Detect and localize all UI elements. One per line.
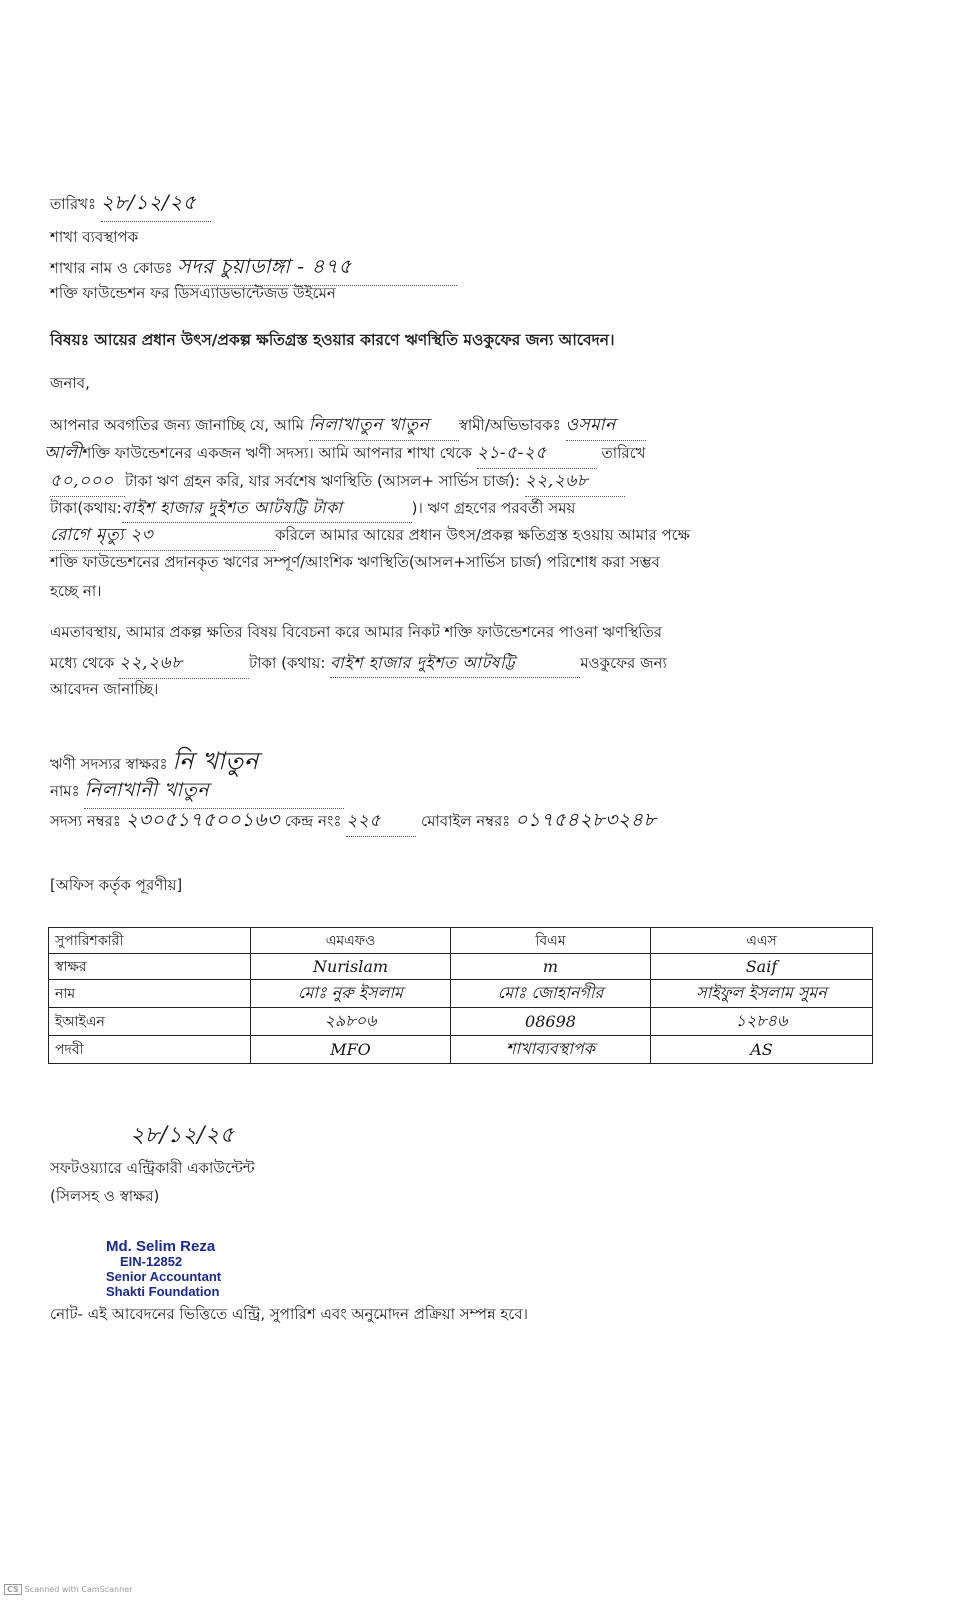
- camscanner-icon: CS: [4, 1584, 22, 1595]
- table-header: বিএম: [451, 928, 651, 954]
- body-line-2: [44, 440, 646, 469]
- accountant-stamp: [106, 1239, 221, 1299]
- table-row: [49, 954, 873, 980]
- body-line-3: [50, 468, 625, 497]
- applicant-ids-line: [50, 806, 656, 838]
- applicant-signature: নি খাতুন: [172, 747, 259, 775]
- row-label: পদবী: [49, 1036, 251, 1064]
- center-number: ২২৫: [346, 808, 416, 837]
- table-cell: ১২৮৪৬: [651, 1008, 873, 1036]
- applicant-name-line: [50, 776, 344, 809]
- table-row: [49, 1008, 873, 1036]
- body-line-6: শক্তি ফাউন্ডেশনের প্রদানকৃত ঋণের সম্পূর্ণ/আংশিক ঋণস্থিতি(আসল+সার্ভিস চার্জ) পরিশোধ করা সম্ভব: [50, 553, 660, 571]
- body-text: শক্তি ফাউন্ডেশনের একজন ঋণী সদস্য। আমি আপনার শাখা থেকে: [82, 444, 472, 462]
- table-cell: Nurislam: [251, 954, 451, 980]
- waiver-amount-fill: ২২,২৬৮: [119, 650, 249, 679]
- table-cell: MFO: [251, 1036, 451, 1064]
- branch-value: সদর চুয়াডাঙ্গা - ৪৭৫: [177, 252, 457, 286]
- loan-amount-fill: ৫০,০০০: [50, 468, 125, 497]
- stamp-title: Senior Accountant: [106, 1269, 222, 1284]
- body-text: তারিখে: [601, 444, 646, 462]
- name-label: নামঃ: [50, 782, 80, 800]
- body-line-8: এমতাবস্থায়, আমার প্রকল্প ক্ষতির বিষয় বিবেচনা করে আমার নিকট শক্তি ফাউন্ডেশনের পাওনা ঋণস্থিতির: [50, 623, 663, 641]
- office-caption: [অফিস কর্তৃক পূরণীয়]: [50, 876, 183, 894]
- body-text: মওকুফের জন্য: [580, 654, 667, 672]
- date-label: তারিখঃ: [50, 195, 96, 213]
- salutation: জনাব,: [50, 374, 90, 392]
- body-line-5: [50, 522, 690, 551]
- applicant-name-fill: নিলাখাতুন খাতুন: [309, 412, 459, 441]
- office-header-row: [49, 928, 873, 954]
- branch-label: শাখার নাম ও কোডঃ: [50, 259, 173, 277]
- accountant-note: (সিলসহ ও স্বাক্ষর): [50, 1187, 160, 1205]
- body-line-4: [50, 495, 575, 523]
- guardian-fill: ওসমান: [566, 412, 646, 441]
- body-text: টাকা(কথায়:: [50, 499, 122, 517]
- table-cell: AS: [651, 1036, 873, 1064]
- body-line-1: [50, 412, 646, 441]
- body-line-10: আবেদন জানাচ্ছি।: [50, 680, 159, 698]
- stamp-ein: EIN-12852: [120, 1254, 183, 1269]
- cause-fill: রোগে মৃত্যু ২৩: [50, 522, 275, 551]
- date-line: [50, 188, 211, 222]
- table-cell: মোঃ জোহানগীর: [451, 980, 651, 1008]
- mobile-number: ০১৭৫৪২৮৩২৪৮: [515, 809, 657, 831]
- member-number: ২৩০৫১৭৫০০১৬৩: [125, 809, 280, 831]
- loan-date-fill: ২১-৫-২৫: [477, 440, 597, 469]
- stamp-org: Shakti Foundation: [106, 1284, 220, 1299]
- member-label: সদস্য নম্বরঃ: [50, 812, 121, 830]
- scanner-text: Scanned with CamScanner: [24, 1585, 133, 1594]
- table-cell: মোঃ নুরু ইসলাম: [251, 980, 451, 1008]
- date-value: ২৮/১২/২৫: [101, 188, 211, 222]
- body-text: মধ্যে থেকে: [50, 654, 115, 672]
- table-cell: 08698: [451, 1008, 651, 1036]
- table-row: [49, 1036, 873, 1064]
- table-row: [49, 980, 873, 1008]
- table-cell: শাখাব্যবস্থাপক: [451, 1036, 651, 1064]
- office-table: [48, 927, 873, 1064]
- sign-label: ঋণী সদস্যর স্বাক্ষরঃ: [50, 755, 168, 773]
- recipient-line: শাখা ব্যবস্থাপক: [50, 228, 139, 246]
- body-text: )। ঋণ গ্রহণের পরবর্তী সময়: [411, 499, 576, 517]
- footnote: নোট- এই আবেদনের ভিত্তিতে এন্ট্রি, সুপারিশ এবং অনুমোদন প্রক্রিয়া সম্পন্ন হবে।: [50, 1305, 528, 1323]
- guardian-fill-2: আলী: [44, 443, 83, 463]
- table-header: সুপারিশকারী: [49, 928, 251, 954]
- stamp-name: Md. Selim Reza: [106, 1238, 216, 1255]
- body-text: টাকা ঋণ গ্রহন করি, যার সর্বশেষ ঋণস্থিতি (আসল+ সার্ভিস চার্জ):: [125, 472, 520, 490]
- table-cell: ২৯৮০৬: [251, 1008, 451, 1036]
- row-label: ইআইএন: [49, 1008, 251, 1036]
- org-line: শক্তি ফাউন্ডেশন ফর ডিসএ্যাডভান্টেজড উইমেন: [50, 284, 336, 302]
- accountant-signature: ২৮/১২/২৫: [130, 1123, 235, 1148]
- branch-line: [50, 252, 457, 286]
- waiver-words-fill: বাইশ হাজার দুইশত আটষট্টি: [330, 650, 580, 678]
- table-cell: m: [451, 954, 651, 980]
- applicant-name: নিলাখানী খাতুন: [84, 776, 344, 809]
- row-label: নাম: [49, 980, 251, 1008]
- body-text: স্বামী/অভিভাবকঃ: [458, 416, 561, 434]
- table-cell: সাইফুল ইসলাম সুমন: [651, 980, 873, 1008]
- row-label: স্বাক্ষর: [49, 954, 251, 980]
- accountant-title: সফটওয়্যারে এন্ট্রিকারী একাউন্টেন্ট: [50, 1159, 255, 1177]
- center-label: কেন্দ্র নংঃ: [284, 812, 342, 830]
- table-header: এমএফও: [251, 928, 451, 954]
- body-line-7: হচ্ছে না।: [50, 582, 102, 600]
- table-cell: Saif: [651, 954, 873, 980]
- balance-fill: ২২,২৬৮: [525, 468, 625, 497]
- table-header: এএস: [651, 928, 873, 954]
- body-text: আপনার অবগতির জন্য জানাচ্ছি যে, আমি: [50, 416, 304, 434]
- subject-line: বিষয়ঃ আয়ের প্রধান উৎস/প্রকল্প ক্ষতিগ্রস্ত হওয়ার কারণে ঋণস্থিতি মওকুফের জন্য আবেদন।: [50, 331, 615, 349]
- mobile-label: মোবাইল নম্বরঃ: [421, 812, 511, 830]
- body-text: করিলে আমার আয়ের প্রধান উৎস/প্রকল্প ক্ষতিগ্রস্ত হওয়ায় আমার পক্ষে: [275, 526, 690, 544]
- balance-words-fill: বাইশ হাজার দুইশত আটষট্টি টাকা: [122, 495, 412, 523]
- body-text: টাকা (কথায়:: [248, 654, 326, 672]
- body-line-9: [50, 650, 667, 679]
- scanner-watermark: [4, 1584, 132, 1595]
